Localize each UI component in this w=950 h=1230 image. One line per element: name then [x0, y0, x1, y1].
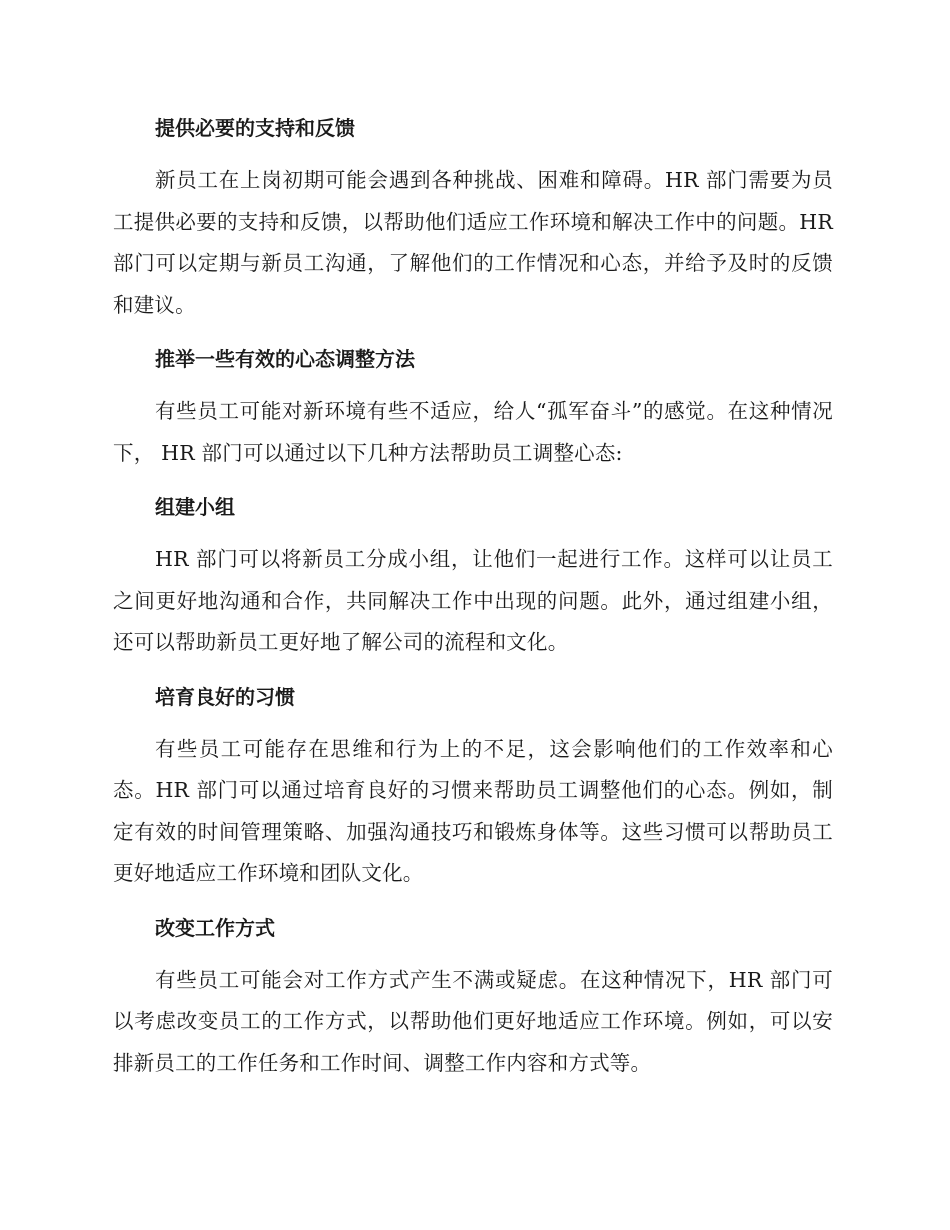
section-heading: 培育良好的习惯: [155, 684, 295, 709]
section-paragraph: 有些员工可能对新环境有些不适应，给人“孤军奋斗”的感觉。在这种情况下， HR 部门可以通过以下几种方法帮助员工调整心态:: [113, 399, 833, 465]
section-paragraph: HR 部门可以将新员工分成小组，让他们一起进行工作。这样可以让员工之间更好地沟通和合作，共同解决工作中出现的问题。此外，通过组建小组，还可以帮助新员工更好地了解公司的流程和文化。: [113, 547, 833, 654]
section-paragraph: 有些员工可能会对工作方式产生不满或疑虑。在这种情况下，HR 部门可以考虑改变员工的工作方式，以帮助他们更好地适应工作环境。例如，可以安排新员工的工作任务和工作时间、调整工作内容和方式等。: [113, 967, 833, 1075]
section-heading: 推举一些有效的心态调整方法: [155, 347, 415, 371]
section-support-feedback: [113, 108, 833, 326]
section-heading: 改变工作方式: [155, 915, 275, 940]
section-form-groups: [113, 487, 833, 664]
section-paragraph: 有些员工可能存在思维和行为上的不足，这会影响他们的工作效率和心态。HR 部门可以通过培育良好的习惯来帮助员工调整他们的心态。例如，制定有效的时间管理策略、加强沟通技巧和锻炼身体等。这些习惯可以帮助员工更好地适应工作环境和团队文化。: [113, 736, 833, 885]
section-good-habits: [113, 677, 833, 895]
section-mindset-methods: [113, 339, 833, 474]
document-page: [113, 108, 833, 1097]
section-paragraph: 新员工在上岗初期可能会遇到各种挑战、困难和障碍。HR 部门需要为员工提供必要的支持和反馈，以帮助他们适应工作环境和解决工作中的问题。HR 部门可以定期与新员工沟通，了解他们的工作情况和心态，并给予及时的反馈和建议。: [113, 168, 833, 317]
section-change-work-style: [113, 908, 833, 1085]
section-heading: 组建小组: [155, 495, 235, 519]
section-heading: 提供必要的支持和反馈: [155, 116, 355, 140]
